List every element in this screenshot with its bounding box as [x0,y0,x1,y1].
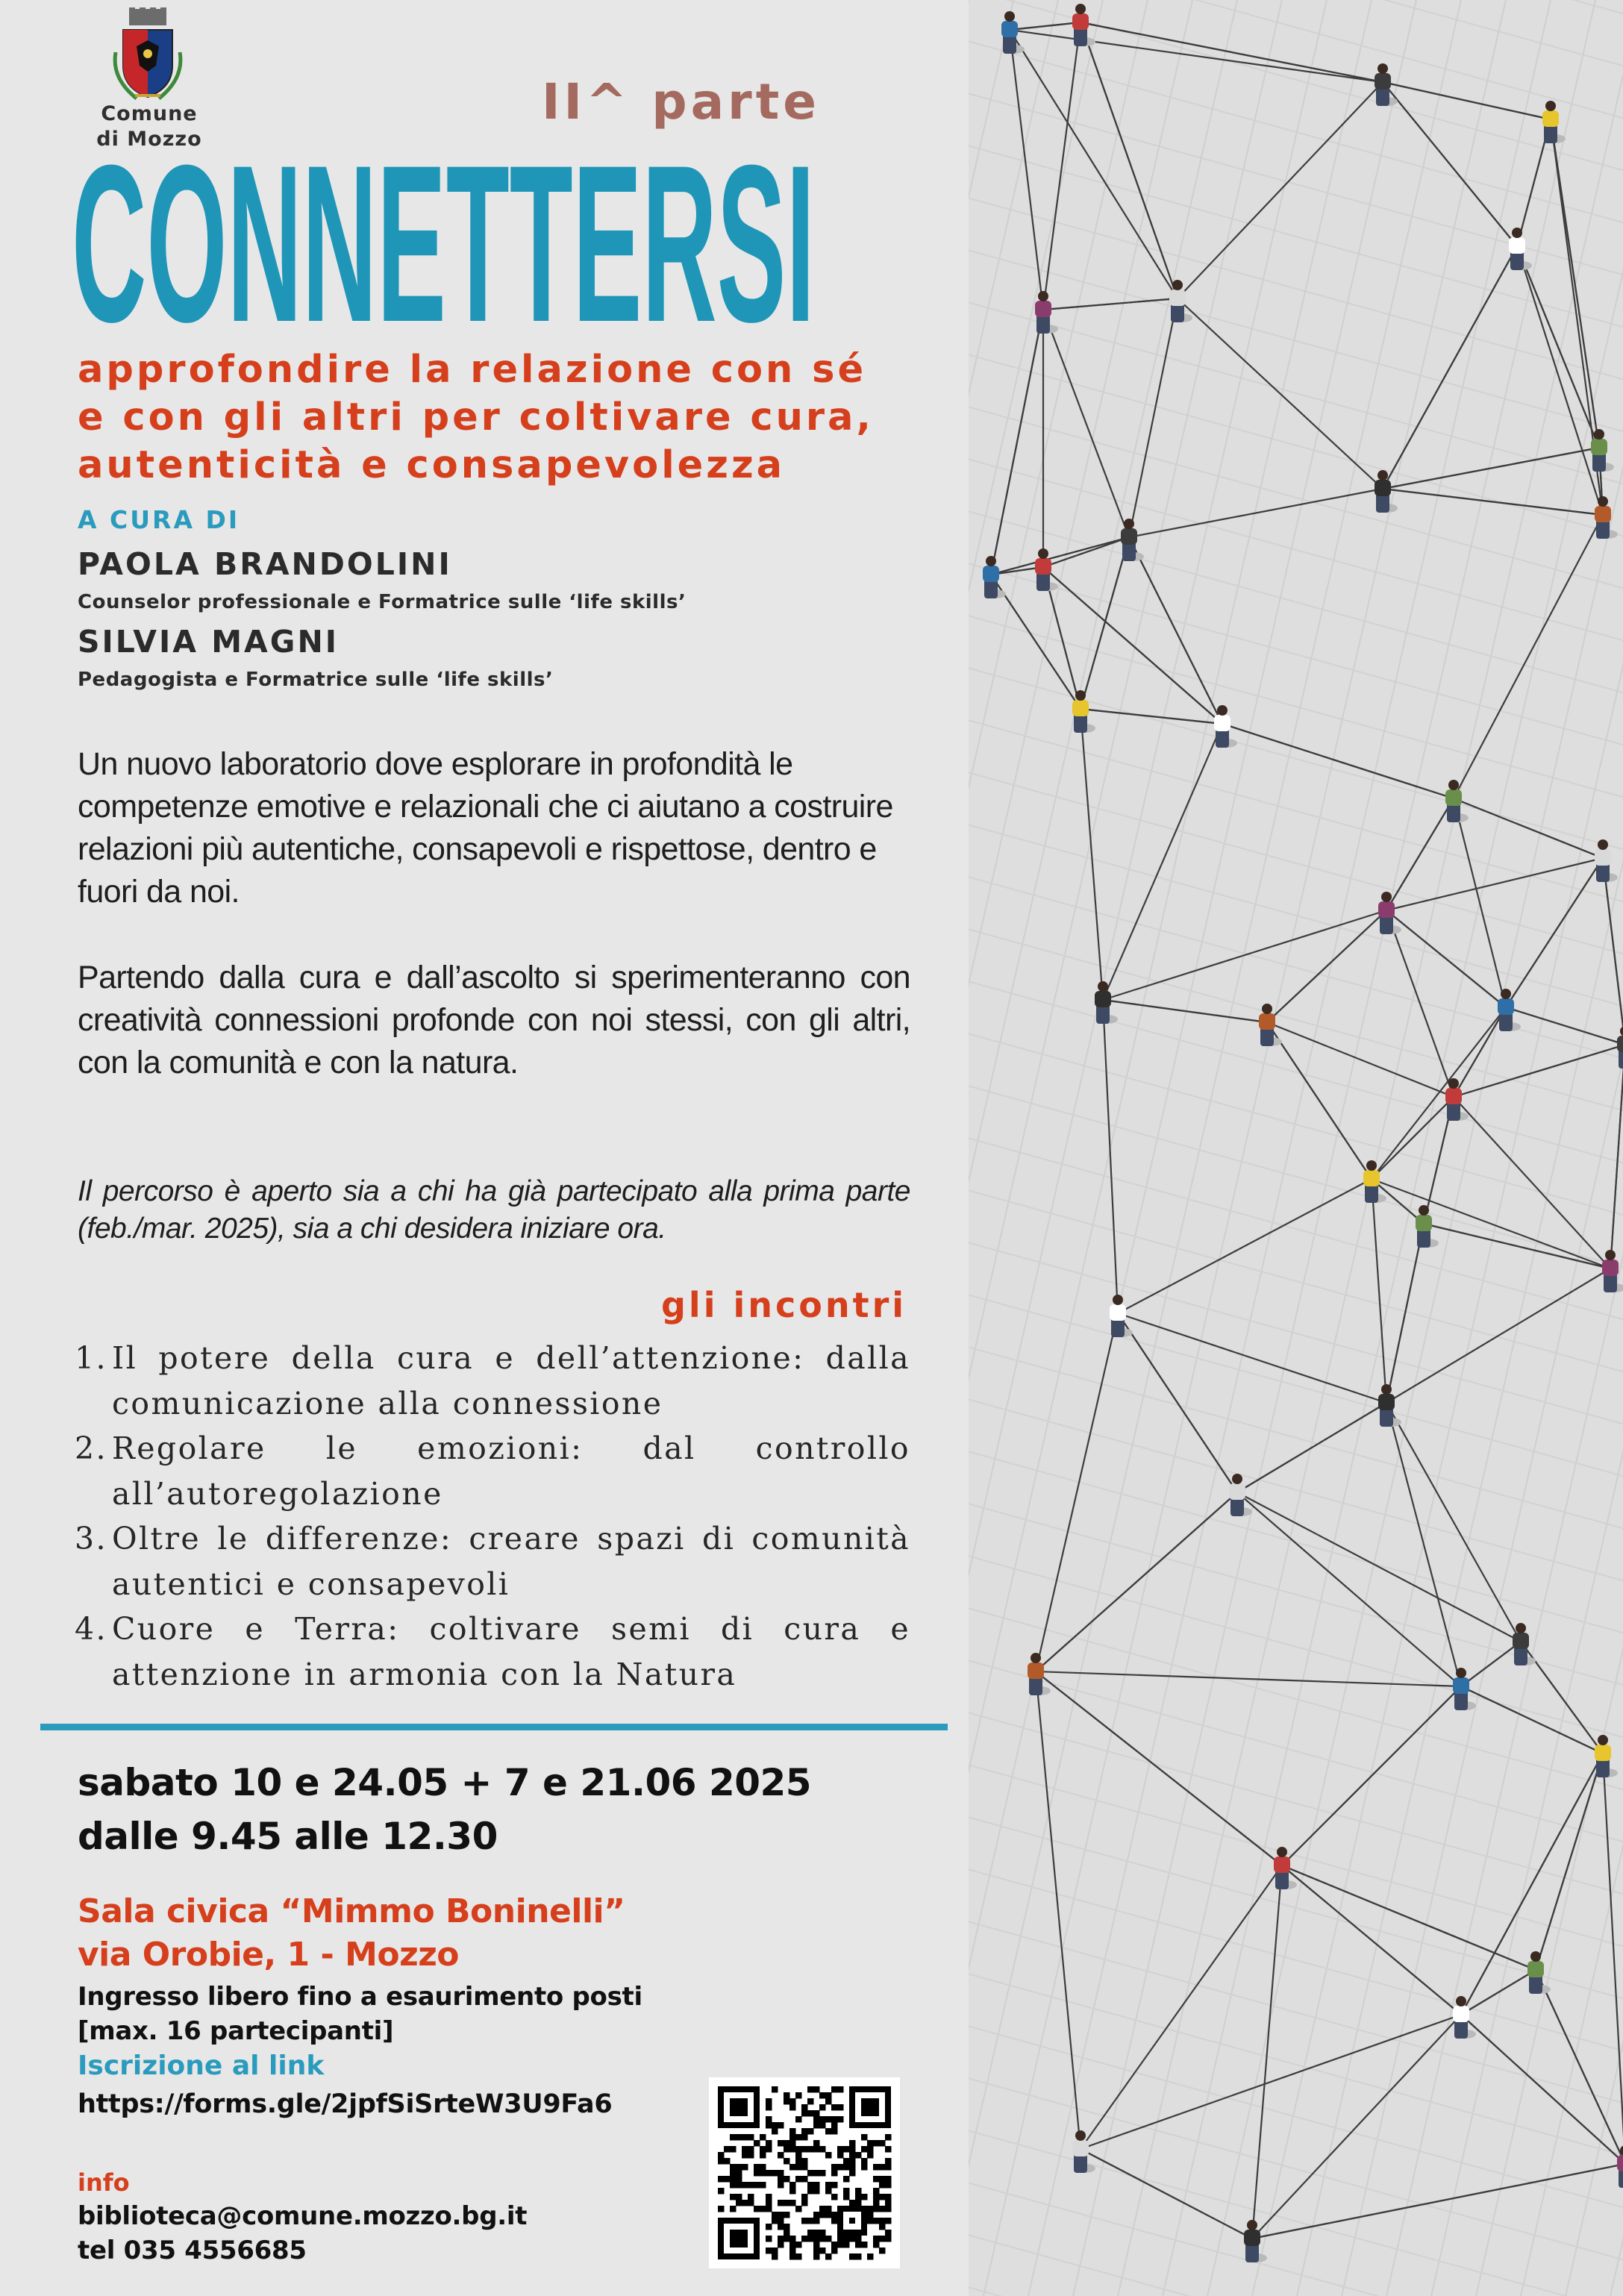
info-label: info [78,2168,130,2197]
meeting-text: Regolare le emozioni: dal controllo all’autoregolazione [112,1430,910,1512]
meeting-item [75,1336,910,1426]
subtitle [78,346,916,489]
subtitle-line: e con gli altri per coltivare cura, [78,395,874,440]
meeting-text: Il potere della cura e dell’attenzione: dalla comunicazione alla connessione [112,1340,910,1421]
subtitle-line: autenticità e consapevolezza [78,443,786,487]
curator-role: Pedagogista e Formatrice sulle ‘life skills’ [78,669,554,691]
contact-email[interactable]: biblioteca@comune.mozzo.bg.it [78,2201,528,2231]
intro-paragraph: Un nuovo laboratorio dove esplorare in profondità le competenze emotive e relazionali che ci aiutano a costruire relazioni più autentiche, consapevoli e rispettose, dentro e fuori da noi. [78,746,893,910]
contact-phone: tel 035 4556685 [78,2236,307,2265]
meetings-list [75,1336,910,1697]
org-line-2: di Mozzo [96,128,202,151]
venue-name: Sala civica “Mimmo Boninelli” [78,1892,625,1930]
method-paragraph: Partendo dalla cura e dall’ascolto si sperimenteranno con creatività connessioni profonde con noi stessi, con gli altri, con la comunità e con la natura. [78,960,910,1080]
main-title [72,155,818,327]
meeting-number: 4. [75,1611,107,1647]
meeting-number: 1. [75,1340,107,1376]
venue-address: via Orobie, 1 - Mozzo [78,1936,460,1974]
municipality-name [75,101,224,152]
event-time: dalle 9.45 alle 12.30 [78,1815,498,1858]
plaza-network-photo [969,0,1623,2296]
meeting-text: Cuore e Terra: coltivare semi di cura e attenzione in armonia con la Natura [112,1611,910,1692]
part-label: II^ parte [542,73,821,131]
meeting-text: Oltre le differenze: creare spazi di comunità autentici e consapevoli [112,1521,910,1602]
municipal-crest-icon [107,7,189,103]
registration-label: Iscrizione al link [78,2051,325,2081]
org-line-1: Comune [101,102,198,125]
registration-link[interactable]: https://forms.gle/2jpfSiSrteW3U9Fa6 [78,2089,613,2119]
meeting-item [75,1516,910,1607]
curators-label: A CURA DI [78,505,240,534]
curator-name: PAOLA BRANDOLINI [78,546,452,582]
meeting-number: 3. [75,1521,107,1557]
participation-note: Il percorso è aperto sia a chi ha già partecipato alla prima parte (feb./mar. 2025), sia a chi desidera iniziare ora. [78,1175,910,1245]
meeting-item [75,1426,910,1516]
section-divider [40,1724,948,1730]
meeting-number: 2. [75,1430,107,1466]
event-dates: sabato 10 e 24.05 + 7 e 21.06 2025 [78,1761,812,1804]
capacity-info: [max. 16 partecipanti] [78,2016,394,2046]
main-title-text: CONNETTERSI [72,155,815,327]
qr-code-icon[interactable] [709,2077,900,2268]
entry-info: Ingresso libero fino a esaurimento posti [78,1982,642,2012]
meetings-title: gli incontri [661,1285,907,1325]
curator-name: SILVIA MAGNI [78,624,340,660]
curator-role: Counselor professionale e Formatrice sulle ‘life skills’ [78,591,687,613]
meeting-item [75,1607,910,1697]
subtitle-line: approfondire la relazione con sé [78,348,867,392]
